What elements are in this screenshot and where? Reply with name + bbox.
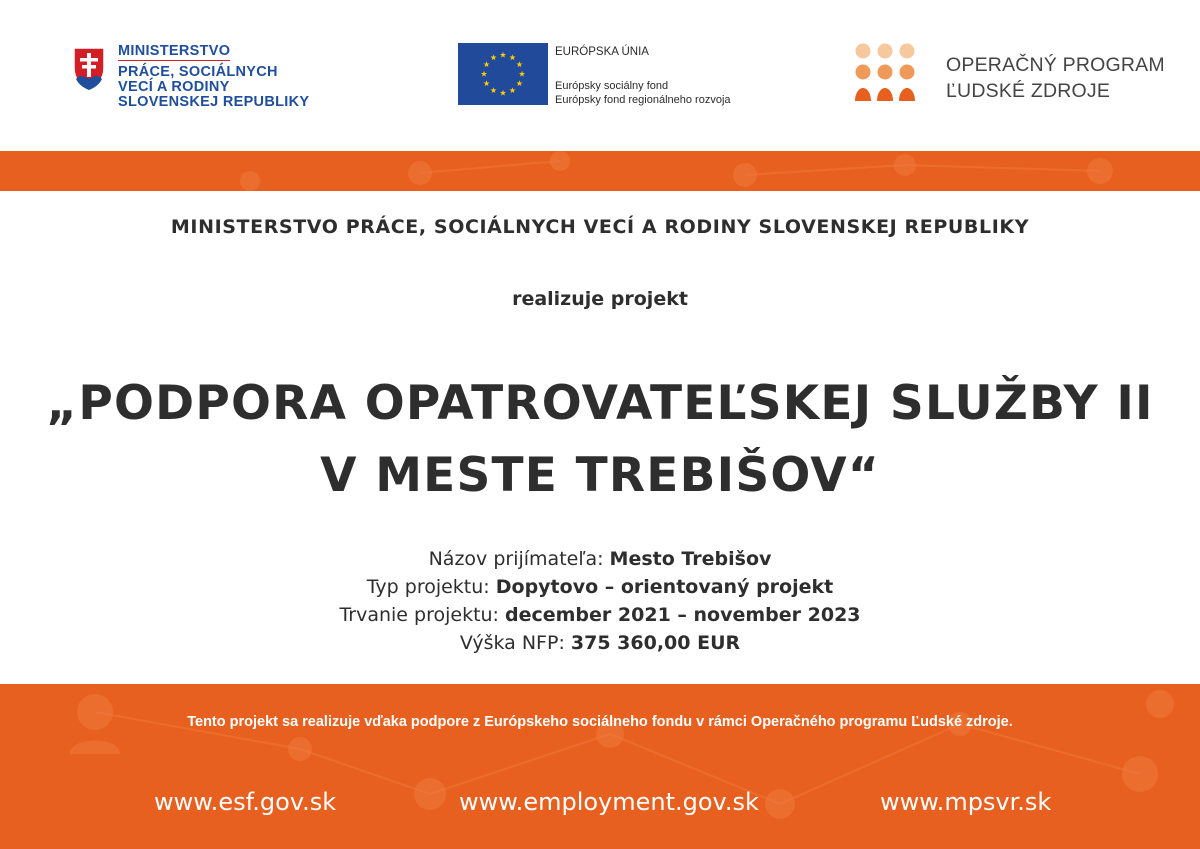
eu-star-icon [481,71,487,77]
detail-value: Mesto Trebišov [609,548,772,570]
link-employment[interactable]: www.employment.gov.sk [459,788,759,816]
eu-star-icon [500,90,506,96]
detail-value: december 2021 – november 2023 [505,604,861,626]
project-title [0,368,1200,512]
detail-value: Dopytovo – orientovaný projekt [495,576,834,598]
ministry-logo-line-3: VECÍ A RODINY [118,79,230,95]
eu-star-icon [519,71,525,77]
ministry-logo-text [118,44,309,110]
detail-project-type [0,573,1200,601]
detail-label: Výška NFP: [459,632,571,654]
band-decoration [0,151,1200,191]
detail-value: 375 360,00 EUR [570,632,741,654]
header [0,0,1200,151]
organization-line: MINISTERSTVO PRÁCE, SOCIÁLNYCH VECÍ A RODINY SLOVENSKEJ REPUBLIKY [170,216,1030,238]
bottom-orange-band [0,684,1200,849]
eu-star-icon [516,61,522,67]
eu-star-icon [490,87,496,93]
eu-logo [458,43,788,105]
band-decoration [0,684,1200,849]
op-logo-line-1: OPERAČNÝ PROGRAM [946,54,1165,76]
eu-flag-icon [458,43,548,105]
eu-star-icon [490,54,496,60]
slovak-coat-of-arms-icon [72,46,106,92]
eu-star-icon [509,87,515,93]
eu-star-icon [484,80,490,86]
detail-label: Trvanie projektu: [339,604,505,626]
detail-duration [0,601,1200,629]
ministry-logo-line-1: MINISTERSTVO [118,43,231,59]
op-logo [854,43,1174,109]
link-esf[interactable]: www.esf.gov.sk [154,788,337,816]
op-dots-icon [854,43,920,109]
op-logo-text [946,52,1165,104]
eu-star-icon [516,80,522,86]
link-mpsvr[interactable]: www.mpsvr.sk [880,788,1052,816]
ministry-logo-line-4: SLOVENSKEJ REPUBLIKY [118,94,310,110]
footer-links [0,788,1200,822]
project-title-line-1: „PODPORA OPATROVATEĽSKEJ SLUŽBY II [46,376,1154,431]
top-orange-band [0,151,1200,191]
eu-star-icon [509,54,515,60]
eu-star-icon [500,52,506,58]
eu-logo-line-2: Európsky fond regionálneho rozvoja [555,94,731,106]
detail-label: Typ projektu: [366,576,496,598]
project-details [0,545,1200,657]
detail-recipient [0,545,1200,573]
detail-nfp-amount [0,629,1200,657]
ministry-logo [72,44,312,124]
eu-logo-subtitle [555,79,731,107]
ministry-logo-line-2: PRÁCE, SOCIÁLNYCH [118,64,278,80]
eu-logo-title: EURÓPSKA ÚNIA [555,46,649,58]
eu-logo-line-1: Európsky sociálny fond [555,80,669,92]
project-title-line-2: V MESTE TREBIŠOV“ [320,448,880,503]
op-logo-line-2: ĽUDSKÉ ZDROJE [946,80,1111,102]
detail-label: Názov prijímateľa: [428,548,610,570]
eu-star-icon [484,61,490,67]
footer-note: Tento projekt sa realizuje vďaka podpore z Európskeho sociálneho fondu v rámci Operačného programu Ľudské zdroje. [187,714,1013,730]
realizuje-projekt-label: realizuje projekt [512,288,688,310]
